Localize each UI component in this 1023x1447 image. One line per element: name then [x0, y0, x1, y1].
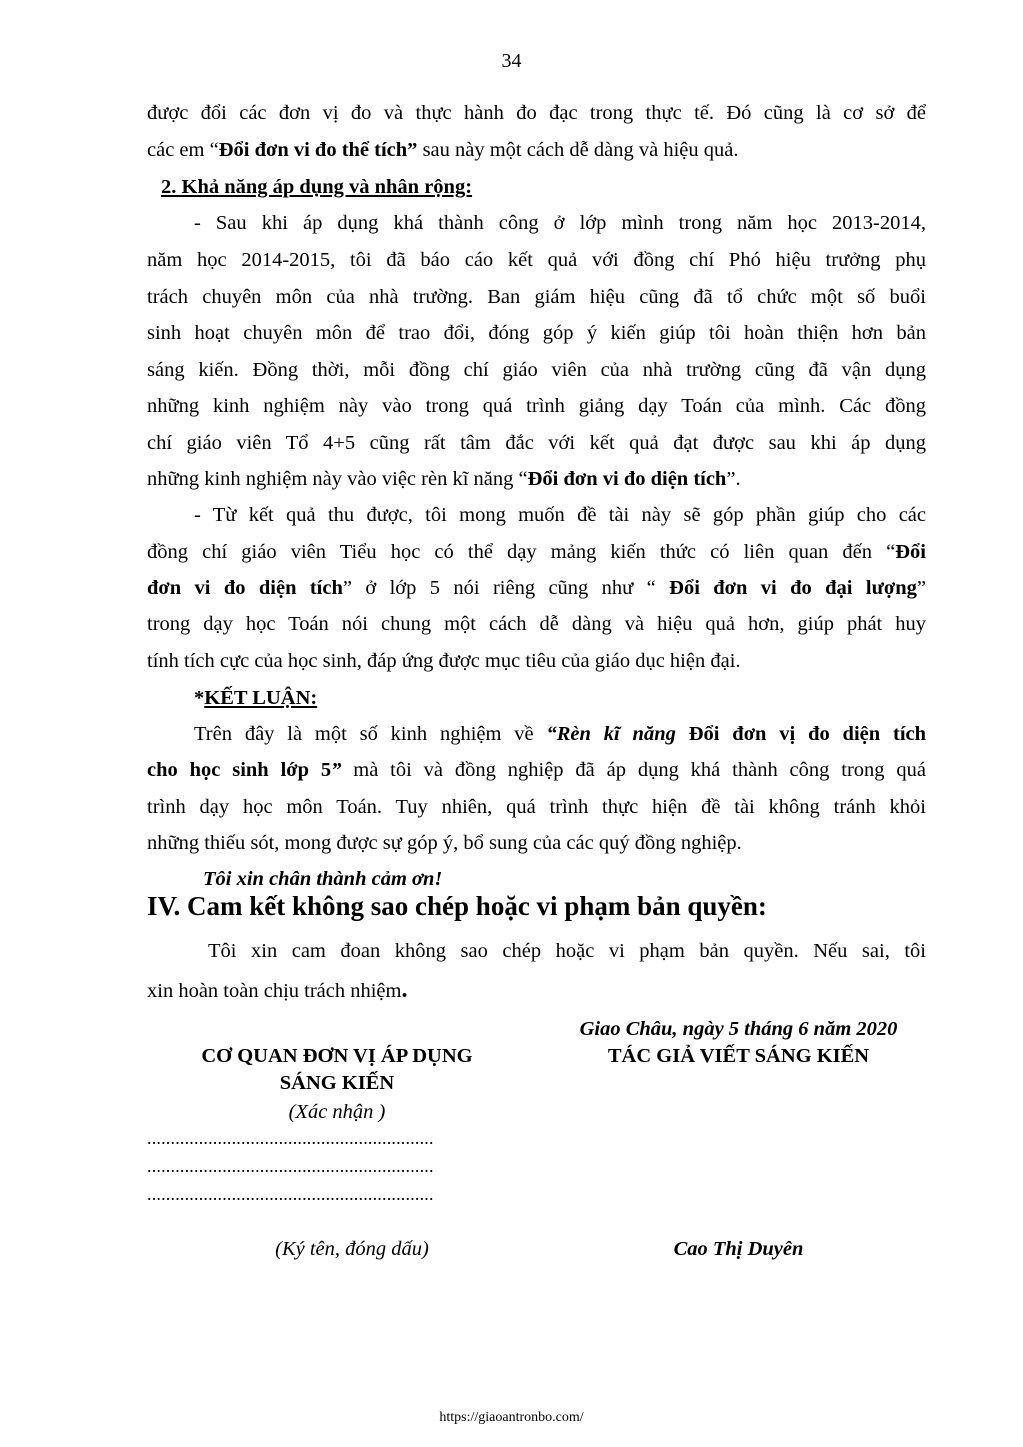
body-line: những thiếu sót, mong được sự góp ý, bổ sung của các quý đồng nghiệp. — [147, 832, 742, 854]
author-name: Cao Thị Duyên — [673, 1238, 804, 1260]
bold-term: Đổi — [895, 541, 926, 563]
left-title-1: CƠ QUAN ĐƠN VỊ ÁP DỤNG — [201, 1045, 473, 1067]
text-run: ”. — [726, 468, 741, 490]
text-run: * — [194, 687, 205, 709]
body-line: trách chuyên môn của nhà trường. Ban giám hiệu cũng đã tổ chức một số buổi — [147, 286, 926, 308]
right-title: TÁC GIẢ VIẾT SÁNG KIẾN — [607, 1045, 870, 1067]
bold-term: Đổi đơn vị đo diện tích — [688, 723, 927, 745]
body-line: được đổi các đơn vị đo và thực hành đo đạc trong thực tế. Đó cũng là cơ sở để — [147, 102, 926, 124]
body-line — [194, 722, 926, 746]
body-line: - Sau khi áp dụng khá thành công ở lớp mình trong năm học 2013-2014, — [194, 212, 926, 234]
text-run: Trên đây là một số kinh nghiệm về — [194, 723, 547, 745]
body-line: chí giáo viên Tổ 4+5 cũng rất tâm đắc với kết quả đạt được sau khi áp dụng — [147, 432, 926, 454]
body-line: Tôi xin cam đoan không sao chép hoặc vi phạm bản quyền. Nếu sai, tôi — [208, 940, 926, 962]
text-run: mà tôi và đồng nghiệp đã áp dụng khá thành công trong quá — [341, 759, 927, 781]
body-line — [147, 467, 926, 491]
place-date: Giao Châu, ngày 5 tháng 6 năm 2020 — [579, 1018, 898, 1040]
conclusion-heading — [194, 686, 317, 710]
text-run: . — [401, 977, 408, 1003]
body-line — [147, 576, 926, 600]
text-run: xin hoàn toàn chịu trách nhiệm — [147, 980, 402, 1002]
body-line: sinh hoạt chuyên môn để trao đổi, đóng góp ý kiến giúp tôi hoàn thiện hơn bản — [147, 322, 926, 344]
bold-term: Đổi đơn vi đo đại lượng — [669, 577, 917, 599]
page-number: 34 — [501, 50, 522, 72]
dotted-line: ............................................................. — [147, 1156, 434, 1176]
left-title-2: SÁNG KIẾN — [279, 1072, 395, 1094]
body-line: sáng kiến. Đồng thời, mỗi đồng chí giáo viên của nhà trường cũng đã vận dụng — [147, 359, 926, 381]
left-note: (Xác nhận ) — [288, 1101, 386, 1123]
dotted-line: ............................................................. — [147, 1184, 434, 1204]
text-run: những kinh nghiệm này vào việc rèn kĩ năng “ — [147, 468, 528, 490]
heading-text: KẾT LUẬN: — [204, 687, 318, 709]
body-line: những kinh nghiệm này vào trong quá trình giảng dạy Toán của mình. Các đồng — [147, 395, 926, 417]
left-sign-note: (Ký tên, đóng dấu) — [275, 1238, 429, 1260]
body-line — [147, 540, 926, 564]
section-heading: IV. Cam kết không sao chép hoặc vi phạm bản quyền: — [147, 891, 767, 921]
bold-term: Đổi đơn vi đo thể tích” — [218, 139, 418, 161]
body-line — [147, 138, 926, 162]
footer-url: https://giaoantronbo.com/ — [439, 1410, 584, 1425]
body-line: trong dạy học Toán nói chung một cách dễ dàng và hiệu quả hơn, giúp phát huy — [147, 613, 926, 635]
bold-italic-term: “Rèn kĩ năng — [546, 723, 689, 745]
bold-term: cho học sinh lớp 5 — [147, 759, 332, 781]
section-heading: 2. Khả năng áp dụng và nhân rộng: — [161, 176, 473, 198]
thanks-line: Tôi xin chân thành cảm ơn! — [203, 868, 443, 890]
text-run: sau này một cách dễ dàng và hiệu quả. — [417, 139, 739, 161]
body-line: trình dạy học môn Toán. Tuy nhiên, quá trình thực hiện đề tài không tránh khỏi — [147, 796, 926, 818]
text-run: ” ở lớp 5 nói riêng cũng như “ — [342, 577, 670, 599]
text-run: ” — [916, 577, 926, 599]
body-line: - Từ kết quả thu được, tôi mong muốn đề tài này sẽ góp phần giúp cho các — [194, 504, 926, 526]
body-line — [147, 978, 926, 1003]
body-line — [147, 758, 926, 782]
bold-term: đơn vi đo diện tích — [147, 577, 343, 599]
dotted-line: ............................................................. — [147, 1128, 434, 1148]
bold-term: Đổi đơn vi đo diện tích — [527, 468, 727, 490]
bold-italic-term: ” — [331, 759, 342, 781]
body-line: tính tích cực của học sinh, đáp ứng được mục tiêu của giáo dục hiện đại. — [147, 650, 741, 672]
text-run: đồng chí giáo viên Tiểu học có thể dạy mảng kiến thức có liên quan đến “ — [147, 541, 896, 563]
body-line: năm học 2014-2015, tôi đã báo cáo kết quả với đồng chí Phó hiệu trưởng phụ — [147, 249, 926, 271]
text-run: các em “ — [147, 139, 219, 161]
